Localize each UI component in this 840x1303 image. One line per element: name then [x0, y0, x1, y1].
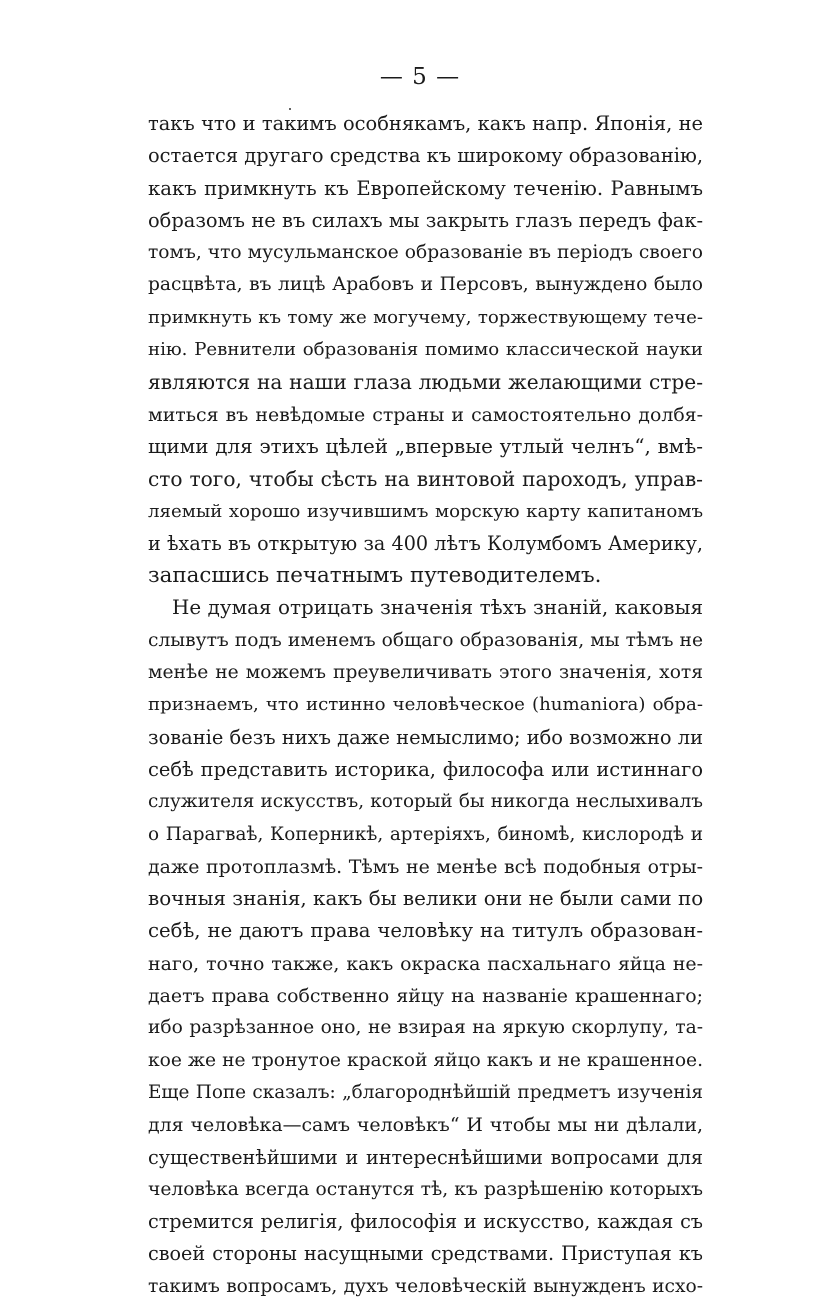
text-line: являются на наши глаза людьми желающими стре- [148, 370, 703, 395]
text-line: ляемый хорошо изучившимъ морскую карту капитаномъ [148, 500, 703, 522]
text-line: для человѣка—самъ человѣкъ“ И чтобы мы ни дѣлали, [148, 1114, 703, 1137]
text-line: себѣ, не даютъ права человѣку на титулъ образован- [148, 919, 703, 943]
text-line: себѣ представить историка, философа или истиннаго [148, 757, 703, 781]
text-line: примкнуть къ тому же могучему, торжествующему тече- [148, 306, 703, 328]
text-line: существенѣйшими и интереснѣйшими вопросами для [148, 1145, 703, 1169]
text-line: томъ, что мусульманское образованіе въ періодъ своего [148, 242, 703, 264]
body-text [148, 108, 703, 1303]
paragraph-2 [148, 592, 703, 1303]
text-line: вочныя знанія, какъ бы велики они не были сами по [148, 887, 703, 911]
text-line: расцвѣта, въ лицѣ Арабовъ и Персовъ, вынуждено было [148, 274, 703, 296]
paragraph-1 [148, 108, 703, 592]
text-line: о Парагваѣ, Коперникѣ, артеріяхъ, биномѣ, кислородѣ и [148, 823, 703, 845]
text-line: такимъ вопросамъ, духъ человѣческій вынужденъ исхо- [148, 1275, 703, 1297]
text-line: Еще Попе сказалъ: „благороднѣйшій предметъ изученія [148, 1081, 703, 1103]
text-line: человѣка всегда останутся тѣ, къ разрѣшенію которыхъ [148, 1178, 703, 1200]
page-number: — 5 — [379, 64, 461, 90]
text-line: менѣе не можемъ преувеличивать этого значенія, хотя [148, 662, 703, 684]
text-line: зованіе безъ нихъ даже немыслимо; ибо возможно ли [148, 725, 703, 749]
text-line: Не думая отрицать значенія тѣхъ знаній, каковыя [172, 596, 703, 620]
text-line: даетъ права собственно яйцу на названіе крашеннаго; [148, 985, 703, 1008]
text-line: запасшись печатнымъ путеводителемъ. [148, 563, 602, 589]
text-line: какъ примкнуть къ Европейскому теченію. Равнымъ [148, 176, 703, 200]
text-line: стремится религія, философія и искусство, каждая съ [148, 1210, 703, 1234]
text-line: такъ что и такимъ особнякамъ, какъ напр. Японія, не [148, 112, 703, 135]
text-line: наго, точно также, какъ окраска пасхальнаго яйца не- [148, 952, 703, 975]
text-line: щими для этихъ цѣлей „впервые утлый челнъ“, вмѣ- [148, 434, 703, 458]
text-line: ибо разрѣзанное оно, не взирая на яркую скорлупу, та- [148, 1017, 703, 1039]
text-line: своей стороны насущными средствами. Приступая къ [148, 1242, 703, 1266]
text-line: миться въ невѣдомые страны и самостоятельно долбя- [148, 403, 703, 426]
text-line: даже протоплазмѣ. Тѣмъ не менѣе всѣ подобныя отры- [148, 855, 703, 878]
text-line: слывутъ подъ именемъ общаго образованія, мы тѣмъ не [148, 629, 703, 651]
text-line: кое же не тронутое краской яйцо какъ и не крашенное. [148, 1049, 703, 1071]
text-line: служителя искусствъ, который бы никогда неслыхивалъ [148, 791, 703, 813]
text-line: остается другаго средства къ широкому образованію, [148, 144, 703, 168]
text-line: сто того, чтобы сѣсть на винтовой пароходъ, управ- [148, 467, 703, 492]
text-line: признаемъ, что истинно человѣческое (humaniora) обра- [148, 694, 703, 716]
text-line: и ѣхать въ открытую за 400 лѣтъ Колумбомъ Америку, [148, 531, 703, 555]
text-line: образомъ не въ силахъ мы закрыть глазъ передъ фак- [148, 208, 703, 232]
text-line: нію. Ревнители образованія помимо классической науки [148, 339, 703, 361]
